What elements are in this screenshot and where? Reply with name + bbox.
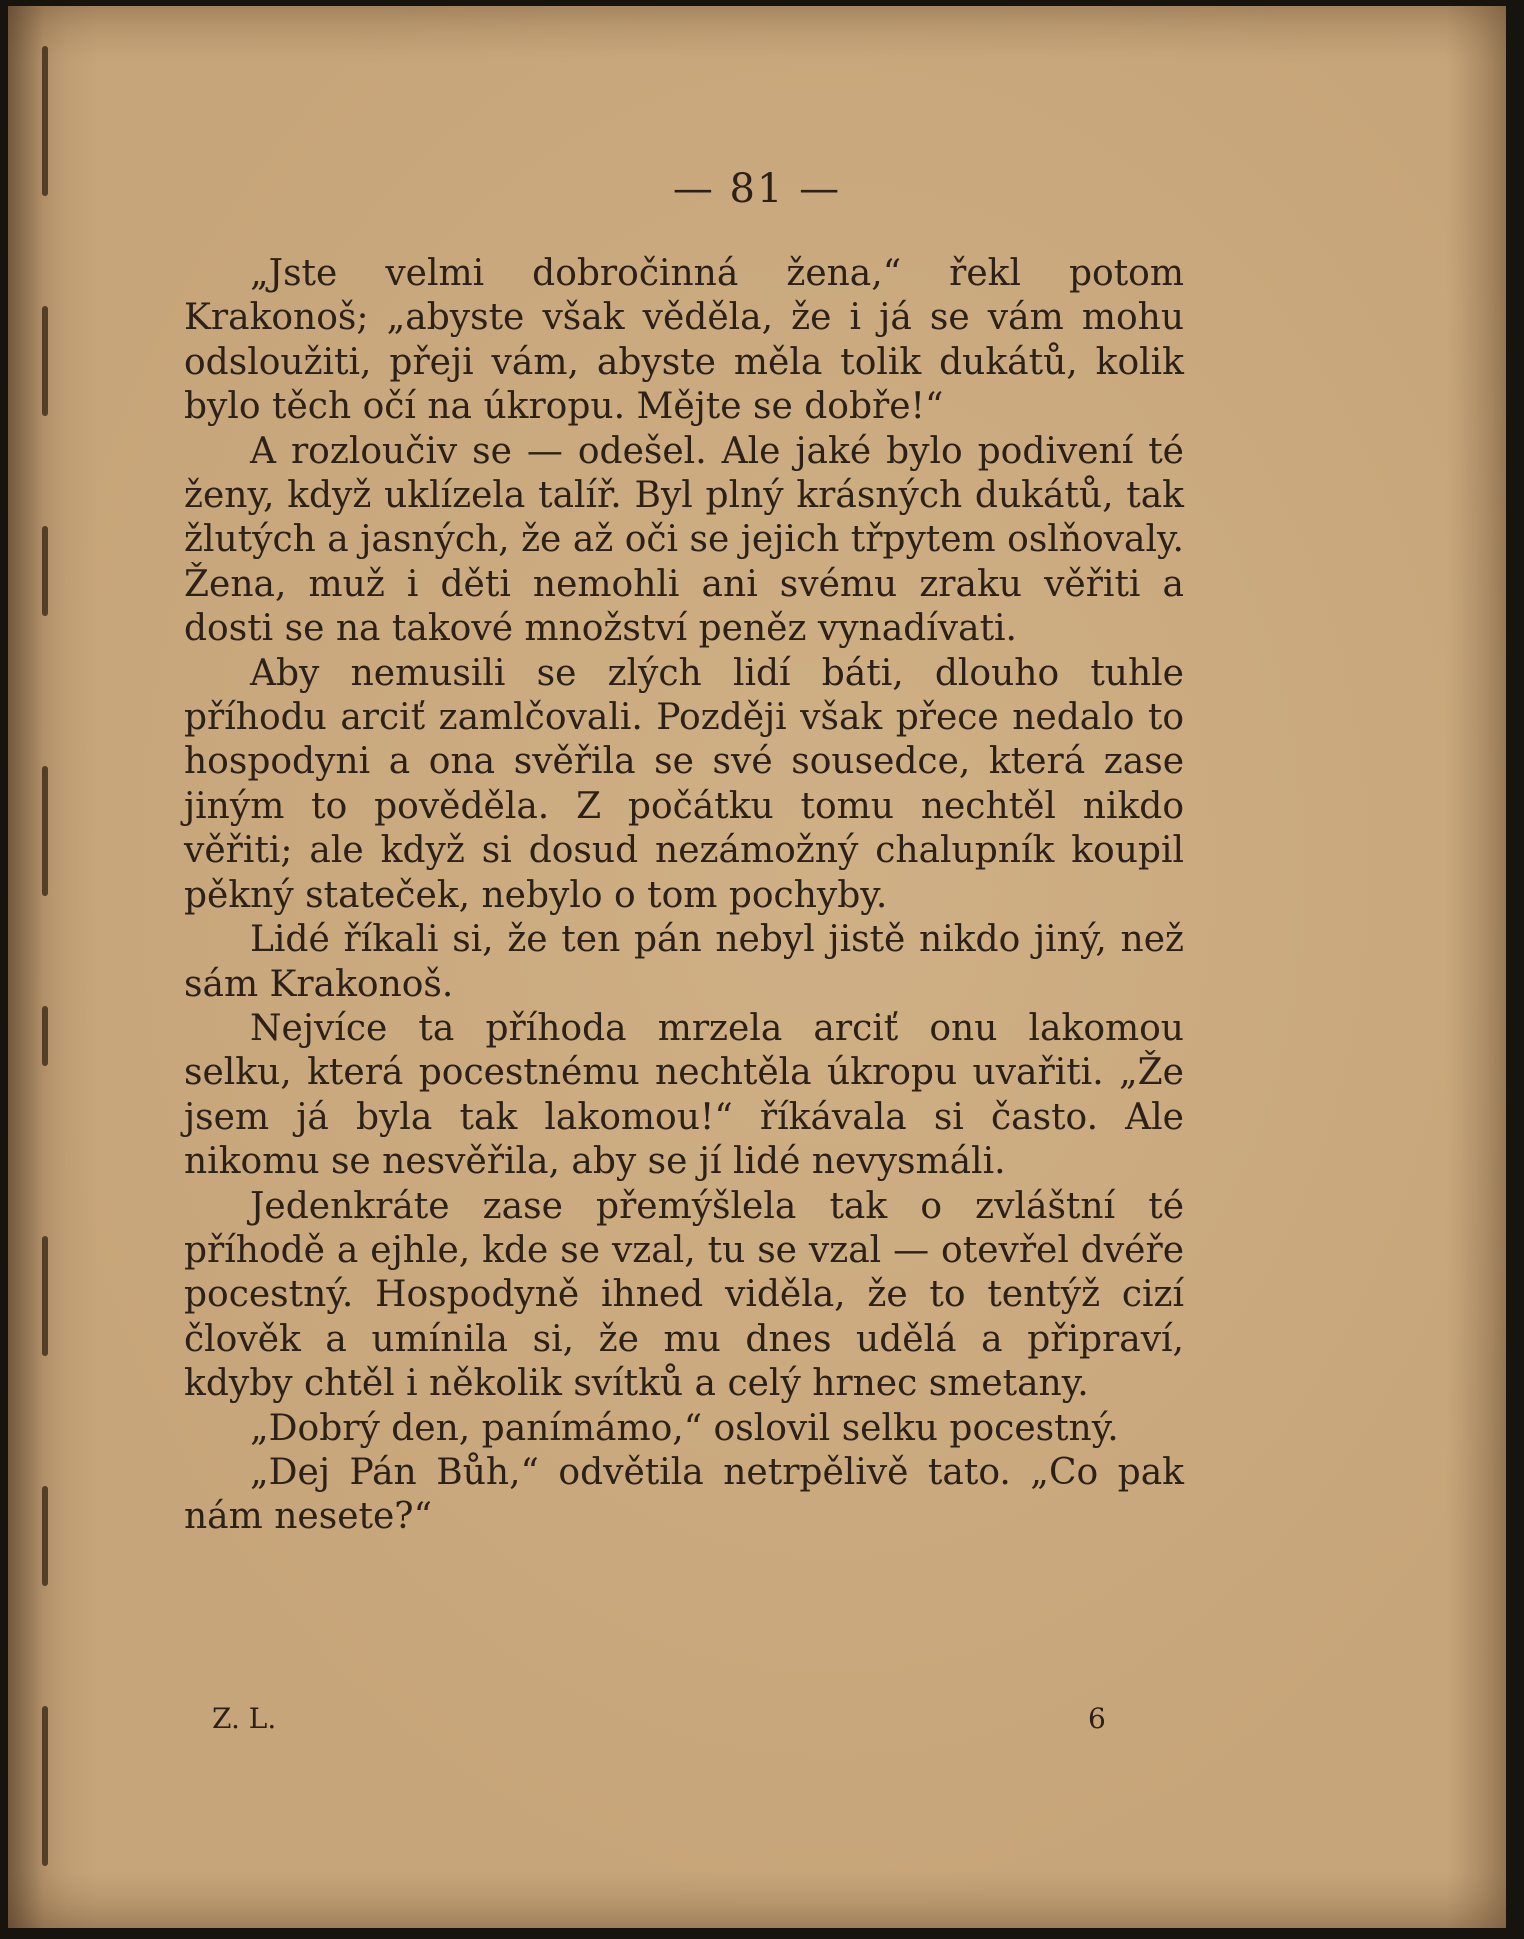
- binding-stitch: [42, 526, 48, 616]
- binding-stitch: [42, 1486, 48, 1586]
- paragraph: Lidé říkali si, že ten pán nebyl jistě nikdo jiný, než sám Krakonoš.: [184, 919, 1184, 1005]
- paragraph: „Jste velmi dobročinná žena,“ řekl potom Krakonoš; „abyste však věděla, že i já se vám mohu odsloužiti, přeji vám, abyste měla tolik dukátů, kolik bylo těch očí na úkropu. Mějte se dobře!“: [184, 253, 1184, 428]
- paragraph: „Dej Pán Bůh,“ odvětila netrpělivě tato. „Co pak nám nesete?“: [184, 1451, 1184, 1538]
- binding-stitch: [42, 1006, 48, 1066]
- binding-stitch: [42, 1706, 48, 1866]
- paragraph: „Dobrý den, panímámo,“ oslovil selku pocestný.: [250, 1407, 1119, 1449]
- paragraph: A rozloučiv se — odešel. Ale jaké bylo podivení té ženy, když uklízela talíř. Byl plný krásných dukátů, tak žlutých a jasných, že až oči se jejich třpytem oslňovaly. Žena, muž i děti nemohli ani svému zraku věřiti a dosti se na takové množství peněz vynadívati.: [184, 430, 1184, 650]
- signature-mark: Z. L.: [212, 1702, 277, 1735]
- paragraph: Nejvíce ta příhoda mrzela arciť onu lakomou selku, která pocestnému nechtěla úkropu uvařiti. „Že jsem já byla tak lakomou!“ říkávala si často. Ale nikomu se nesvěřila, aby se jí lidé nevysmáli.: [184, 1007, 1184, 1183]
- page-number-header: — 81 —: [672, 166, 842, 212]
- binding-stitch: [42, 766, 48, 896]
- paragraph: Jedenkráte zase přemýšlela tak o zvláštní té příhodě a ejhle, kde se vzal, tu se vzal — otevřel dvéře pocestný. Hospodyně ihned viděla, že to tentýž cizí člověk a umínila si, že mu dnes udělá a připraví, kdyby chtěl i několik svítků a celý hrnec smetany.: [184, 1185, 1184, 1405]
- body-text: [184, 252, 1184, 1540]
- book-page: [8, 6, 1506, 1928]
- paragraph: Aby nemusili se zlých lidí báti, dlouho tuhle příhodu arciť zamlčovali. Později však přece nedalo to hospodyni a ona svěřila se své sousedce, která zase jiným to pověděla. Z počátku tomu nechtěl nikdo věřiti; ale když si dosud nezámožný chalupník koupil pěkný stateček, nebylo o tom pochyby.: [184, 652, 1184, 916]
- gathering-number: 6: [1088, 1702, 1106, 1735]
- binding-stitch: [42, 306, 48, 416]
- page-binding-shadow: [8, 6, 98, 1928]
- binding-stitch: [42, 1236, 48, 1356]
